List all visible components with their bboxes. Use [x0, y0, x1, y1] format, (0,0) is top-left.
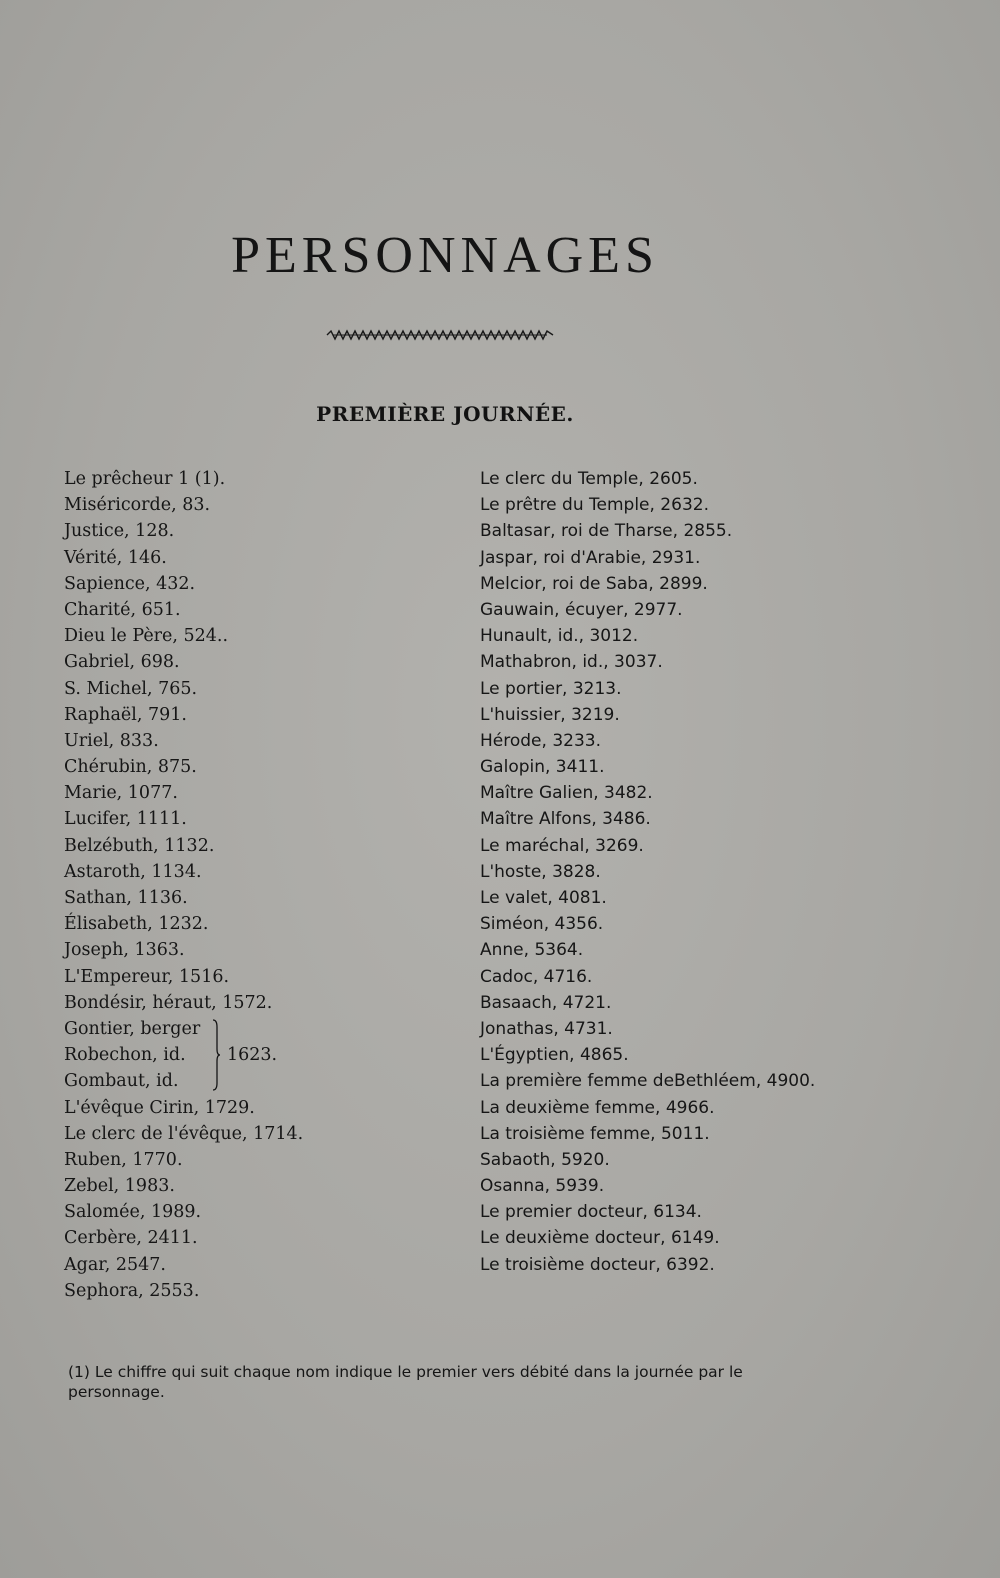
list-item: Belzébuth, 1132.: [64, 835, 215, 856]
list-item: Ruben, 1770.: [64, 1149, 183, 1170]
list-item: Gombaut, id.: [64, 1071, 179, 1092]
page-title: PERSONNAGES: [231, 227, 659, 284]
list-item: Hérode, 3233.: [480, 730, 601, 751]
list-item: La troisième femme, 5011.: [480, 1123, 710, 1144]
list-item: Le prêtre du Temple, 2632.: [480, 495, 709, 516]
list-item: Vérité, 146.: [64, 547, 167, 568]
list-item: Gabriel, 698.: [64, 652, 180, 673]
list-item: Le clerc du Temple, 2605.: [480, 469, 698, 489]
list-item: Astaroth, 1134.: [64, 861, 202, 882]
ornamental-rule-icon: [325, 328, 555, 342]
list-item: Gontier, berger: [64, 1018, 201, 1039]
list-item: Mathabron, id., 3037.: [480, 652, 663, 673]
list-item: Chérubin, 875.: [64, 757, 197, 778]
list-item: S. Michel, 765.: [64, 678, 198, 699]
list-item: Justice, 128.: [64, 521, 175, 542]
list-item: Siméon, 4356.: [480, 914, 604, 935]
list-item: Hunault, id., 3012.: [480, 626, 639, 647]
list-item: Joseph, 1363.: [64, 940, 185, 961]
list-item: Le prêcheur 1 (1).: [64, 469, 226, 489]
journee-heading: PREMIÈRE JOURNÉE.: [316, 402, 574, 426]
list-item: Sabaoth, 5920.: [480, 1149, 610, 1170]
list-item: Maître Alfons, 3486.: [480, 809, 651, 830]
list-item: L'évêque Cirin, 1729.: [64, 1097, 255, 1118]
list-item: L'Égyptien, 4865.: [480, 1045, 629, 1066]
right-character-list: [480, 466, 815, 1278]
footnote: (1) Le chiffre qui suit chaque nom indique le premier vers débité dans la journée par le personnage.: [68, 1363, 743, 1401]
list-item: Lucifer, 1111.: [64, 809, 187, 830]
list-item: Dieu le Père, 524..: [64, 626, 229, 647]
list-item: Jonathas, 4731.: [480, 1018, 613, 1039]
list-item: Agar, 2547.: [64, 1254, 166, 1275]
list-item: Le maréchal, 3269.: [480, 835, 644, 856]
list-item: Élisabeth, 1232.: [64, 914, 209, 935]
list-item: Robechon, id.: [64, 1045, 186, 1066]
left-character-list: [64, 466, 303, 1304]
list-item: Sapience, 432.: [64, 573, 196, 594]
list-item: Melcior, roi de Saba, 2899.: [480, 573, 708, 594]
list-item: Galopin, 3411.: [480, 757, 605, 778]
bracket-number: 1623.: [227, 1044, 278, 1065]
list-item: Basaach, 4721.: [480, 992, 612, 1013]
list-item: Le deuxième docteur, 6149.: [480, 1228, 720, 1249]
list-item: Salomée, 1989.: [64, 1202, 202, 1223]
list-item: Le portier, 3213.: [480, 678, 622, 699]
list-item: La deuxième femme, 4966.: [480, 1097, 715, 1118]
list-item: Sephora, 2553.: [64, 1280, 200, 1301]
brace-icon: [212, 1019, 220, 1091]
list-item: Jaspar, roi d'Arabie, 2931.: [480, 547, 701, 568]
list-item: Cerbère, 2411.: [64, 1228, 198, 1249]
list-item: Raphaël, 791.: [64, 704, 187, 725]
list-item: Le premier docteur, 6134.: [480, 1202, 702, 1223]
list-item: L'Empereur, 1516.: [64, 966, 230, 987]
list-item: Miséricorde, 83.: [64, 495, 211, 516]
list-item: Bondésir, héraut, 1572.: [64, 992, 273, 1013]
list-item: Cadoc, 4716.: [480, 966, 593, 987]
list-item: Le troisième docteur, 6392.: [480, 1254, 715, 1275]
list-item: Maître Galien, 3482.: [480, 783, 653, 804]
list-item: Charité, 651.: [64, 599, 181, 620]
list-item: La première femme deBethléem, 4900.: [480, 1071, 816, 1092]
show-through-text: [380, 95, 386, 112]
list-item: Sathan, 1136.: [64, 888, 188, 908]
list-item: Uriel, 833.: [64, 730, 159, 751]
list-item: Marie, 1077.: [64, 783, 178, 804]
list-item: Le valet, 4081.: [480, 888, 607, 908]
list-item: Zebel, 1983.: [64, 1176, 175, 1197]
list-item: L'huissier, 3219.: [480, 704, 620, 725]
list-item: Osanna, 5939.: [480, 1176, 605, 1197]
list-item: L'hoste, 3828.: [480, 861, 601, 882]
bracket-group: [64, 1016, 303, 1095]
list-item: Baltasar, roi de Tharse, 2855.: [480, 521, 733, 542]
list-item: Gauwain, écuyer, 2977.: [480, 599, 683, 620]
list-item: Le clerc de l'évêque, 1714.: [64, 1123, 304, 1144]
list-item: Anne, 5364.: [480, 940, 584, 961]
